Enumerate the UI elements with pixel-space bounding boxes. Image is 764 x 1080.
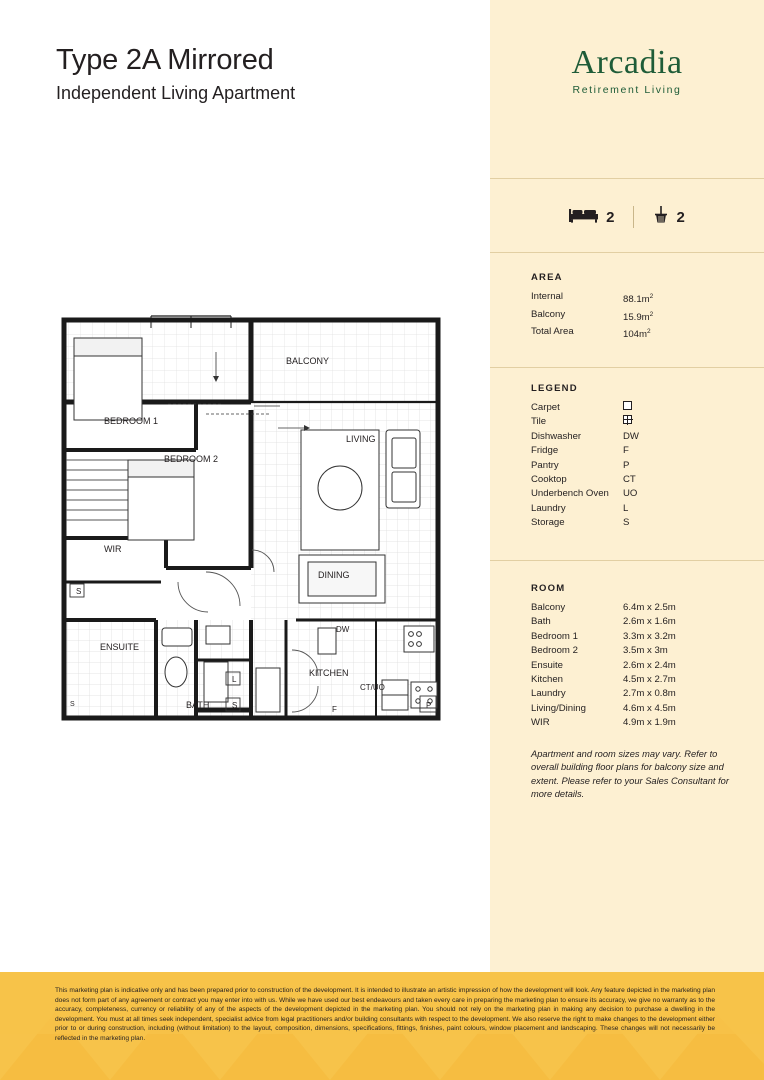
room-row bbox=[531, 687, 741, 701]
room-row bbox=[531, 601, 741, 615]
area-heading: AREA bbox=[531, 272, 563, 283]
brand-tagline: Retirement Living bbox=[572, 84, 682, 96]
label-pantry: P bbox=[426, 701, 432, 710]
label-laundry: L bbox=[232, 675, 237, 684]
floor-plan-svg bbox=[56, 310, 446, 735]
legend-code: L bbox=[623, 502, 629, 514]
divider-3 bbox=[490, 367, 764, 368]
legend-label: Storage bbox=[531, 517, 565, 529]
bedroom-count bbox=[551, 206, 632, 229]
area-value: $88.1m^2$ bbox=[623, 293, 654, 306]
legend-code: F bbox=[623, 445, 629, 457]
legend-label: Carpet bbox=[531, 402, 560, 413]
legend-label: Cooktop bbox=[531, 474, 567, 486]
label-living: LIVING bbox=[346, 434, 376, 444]
legend-row bbox=[531, 487, 741, 501]
room-size: 4.9m x 1.9m bbox=[623, 717, 676, 729]
brand-name: Arcadia bbox=[571, 44, 683, 81]
room-label: Bedroom 1 bbox=[531, 630, 578, 642]
legend-label: Laundry bbox=[531, 502, 566, 514]
legend-code: UO bbox=[623, 488, 638, 500]
room-size: 6.4m x 2.5m bbox=[623, 602, 676, 613]
area-row bbox=[531, 325, 741, 343]
label-dining: DINING bbox=[318, 570, 350, 580]
divider-2 bbox=[490, 252, 764, 253]
label-ensuite: ENSUITE bbox=[100, 642, 140, 652]
room-size: 2.6m x 2.4m bbox=[623, 659, 676, 671]
footer-banner bbox=[0, 972, 764, 1080]
bed-count-label: 2 bbox=[606, 208, 615, 226]
legend-row bbox=[531, 401, 741, 415]
legend-row bbox=[531, 444, 741, 458]
area-label: Total Area bbox=[531, 326, 574, 338]
room-size: 4.6m x 4.5m bbox=[623, 702, 676, 714]
summary-icons bbox=[490, 196, 764, 238]
room-label: Kitchen bbox=[531, 674, 563, 686]
room-row bbox=[531, 615, 741, 629]
disclaimer-note: Apartment and room sizes may vary. Refer to overall building floor plans for balcony size and extent. Please refer to your Sales Consultant for more details. bbox=[531, 749, 729, 800]
room-row bbox=[531, 644, 741, 658]
room-label: Balcony bbox=[531, 602, 566, 613]
legend-row bbox=[531, 473, 741, 487]
area-value: $104m^2$ bbox=[623, 328, 651, 341]
bath-icon bbox=[652, 205, 670, 229]
legend-row bbox=[531, 415, 741, 429]
room-row bbox=[531, 702, 741, 716]
label-dishwasher: DW bbox=[336, 625, 350, 634]
legend-symbol-carpet bbox=[623, 401, 741, 415]
area-row bbox=[531, 308, 741, 326]
page-subtitle: Independent Living Apartment bbox=[56, 83, 296, 104]
legend-code: S bbox=[623, 517, 630, 529]
label-cooktop-oven: CT/UO bbox=[360, 683, 385, 692]
label-kitchen: KITCHEN bbox=[309, 668, 349, 678]
legend-label: Tile bbox=[531, 416, 547, 428]
footer-disclaimer-text: This marketing plan is indicative only and has been prepared prior to construction of the development. It is intended to illustrate an artistic impression of how the development will look. Any feature depicted in the marketing plan does not form part of any agreement or contract you may enter into with us. While we have used our best endeavours and taken every care in preparing the marketing plan to ensure its accuracy, we give no warranty as to the accuracy, completeness, currency or reliability of any of the aspects of the development depicted in the marketing plan. You should not rely on the marketing plan in making any decision to purchase a dwelling in the development. You must at all times seek independent, specialist advice from legal practitioners and/or building consultants with respect to the development. We also reserve the right to make changes to the development either prior to or during construction, including (without limitation) to the layout, composition, dimensions, specifications, fittings, finishes, paint colours, window placement and landscaping. These changes will not necessarily be reflected in the marketing plan. bbox=[55, 987, 715, 1042]
room-label: WIR bbox=[531, 717, 550, 729]
legend-code: DW bbox=[623, 430, 639, 442]
legend-heading: LEGEND bbox=[531, 383, 578, 394]
legend-row bbox=[531, 516, 741, 530]
room-size: 3.5m x 3m bbox=[623, 645, 668, 657]
room-row bbox=[531, 673, 741, 687]
right-info-panel bbox=[490, 0, 764, 1080]
area-section bbox=[531, 272, 741, 343]
room-label: Ensuite bbox=[531, 659, 563, 671]
legend-row bbox=[531, 459, 741, 473]
room-label: Laundry bbox=[531, 688, 566, 700]
bathroom-count bbox=[634, 205, 703, 229]
room-heading: ROOM bbox=[531, 583, 566, 594]
room-row bbox=[531, 716, 741, 730]
room-label: Bedroom 2 bbox=[531, 645, 578, 657]
label-storage-2: S bbox=[232, 701, 238, 710]
furniture-bed-2 bbox=[128, 460, 194, 540]
furniture-bed-1 bbox=[74, 338, 142, 420]
room-size: 3.3m x 3.2m bbox=[623, 630, 676, 642]
room-size: 2.7m x 0.8m bbox=[623, 688, 676, 700]
room-label: Bath bbox=[531, 616, 551, 628]
divider-4 bbox=[490, 560, 764, 561]
legend-label: Pantry bbox=[531, 459, 559, 471]
legend-label: Dishwasher bbox=[531, 430, 582, 442]
bath-count-label: 2 bbox=[676, 208, 685, 226]
bed-icon bbox=[569, 206, 599, 229]
floor-plan bbox=[56, 310, 446, 730]
area-label: Balcony bbox=[531, 308, 566, 320]
label-bedroom-1: BEDROOM 1 bbox=[104, 416, 159, 426]
label-wir: WIR bbox=[104, 544, 122, 554]
area-value: $15.9m^2$ bbox=[623, 310, 654, 323]
legend-label: Underbench Oven bbox=[531, 488, 609, 500]
room-row bbox=[531, 630, 741, 644]
area-row bbox=[531, 290, 741, 308]
legend-symbol-tile bbox=[623, 415, 741, 429]
label-bedroom-2: BEDROOM 2 bbox=[164, 454, 219, 464]
legend-label: Fridge bbox=[531, 445, 559, 457]
label-balcony: BALCONY bbox=[286, 356, 330, 366]
brand-logo bbox=[490, 46, 764, 96]
label-storage-3: S bbox=[70, 701, 75, 708]
area-label: Internal bbox=[531, 291, 563, 302]
label-storage-1: S bbox=[76, 587, 82, 596]
divider-1 bbox=[490, 178, 764, 179]
room-size: 4.5m x 2.7m bbox=[623, 674, 676, 686]
legend-code: P bbox=[623, 459, 630, 471]
room-label: Living/Dining bbox=[531, 702, 586, 714]
title-block bbox=[56, 44, 476, 104]
room-size: 2.6m x 1.6m bbox=[623, 616, 676, 628]
label-fridge: F bbox=[332, 705, 337, 714]
room-section bbox=[531, 583, 741, 731]
legend-code: CT bbox=[623, 474, 636, 486]
room-row bbox=[531, 659, 741, 673]
legend-row bbox=[531, 502, 741, 516]
label-bath: BATH bbox=[186, 700, 210, 710]
page-title: Type 2A Mirrored bbox=[56, 44, 274, 76]
legend-row bbox=[531, 430, 741, 444]
legend-section bbox=[531, 383, 741, 531]
